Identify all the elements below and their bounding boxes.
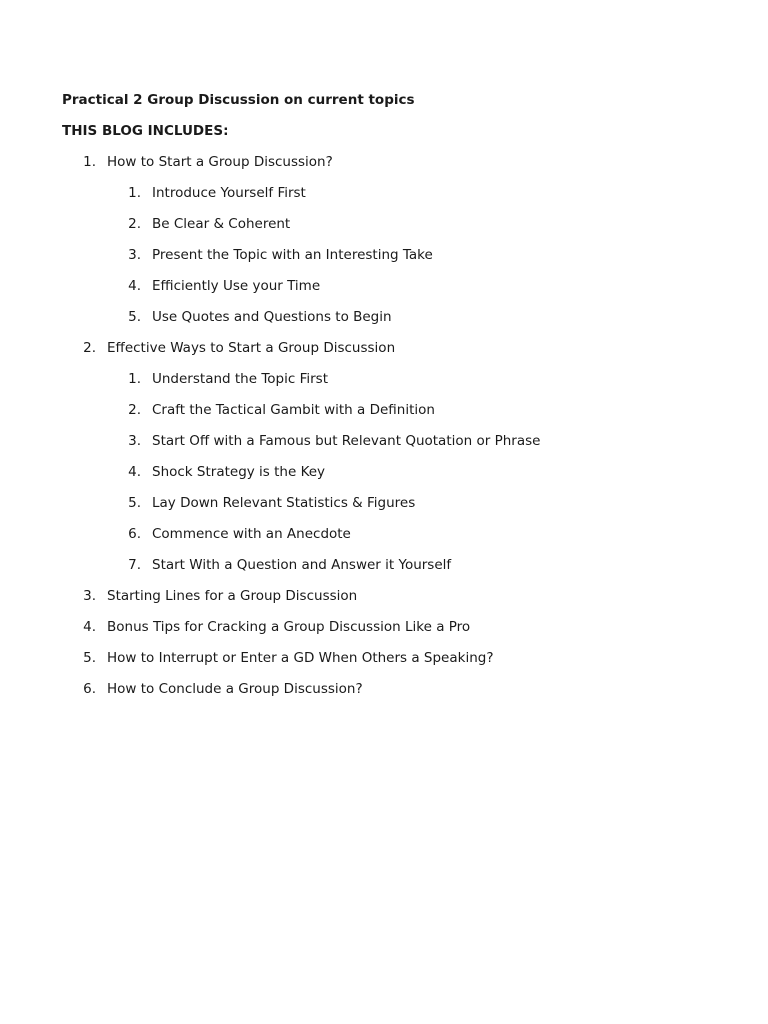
outline-subitem [0,557,768,588]
topic-outline [0,154,768,712]
outline-subitem [0,185,768,216]
section-heading: THIS BLOG INCLUDES: [62,123,229,139]
item-number: 2. [83,340,96,356]
outline-item [0,619,768,650]
item-text: Commence with an Anecdote [152,526,351,542]
outline-subitem [0,464,768,495]
item-text: Craft the Tactical Gambit with a Definition [152,402,435,418]
item-text: Effective Ways to Start a Group Discussion [107,340,396,356]
outline-subitem [0,278,768,309]
item-number: 1. [128,371,141,387]
outline-subitem [0,247,768,278]
item-number: 2. [128,402,141,418]
item-text: Present the Topic with an Interesting Take [152,247,433,263]
item-text: Introduce Yourself First [152,185,306,201]
item-text: How to Start a Group Discussion? [107,154,333,170]
item-number: 4. [83,619,96,635]
item-number: 1. [128,185,141,201]
item-text: Bonus Tips for Cracking a Group Discussion Like a Pro [107,619,471,635]
item-text: Lay Down Relevant Statistics & Figures [152,495,416,511]
item-text: Start Off with a Famous but Relevant Quotation or Phrase [152,433,541,449]
item-number: 3. [83,588,96,604]
item-number: 5. [128,495,141,511]
document-title: Practical 2 Group Discussion on current topics [62,92,415,108]
item-text: How to Interrupt or Enter a GD When Others a Speaking? [107,650,494,666]
item-text: Starting Lines for a Group Discussion [107,588,358,604]
item-text: How to Conclude a Group Discussion? [107,681,363,697]
item-number: 4. [128,278,141,294]
outline-item [0,650,768,681]
item-number: 1. [83,154,96,170]
outline-subitem [0,371,768,402]
outline-item [0,681,768,712]
outline-subitem [0,526,768,557]
item-number: 3. [128,247,141,263]
outline-item [0,340,768,371]
outline-subitem [0,402,768,433]
item-text: Efficiently Use your Time [152,278,321,294]
item-number: 5. [128,309,141,325]
item-text: Use Quotes and Questions to Begin [152,309,392,325]
outline-subitem [0,216,768,247]
item-number: 6. [83,681,96,697]
item-text: Start With a Question and Answer it Yourself [152,557,452,573]
item-number: 2. [128,216,141,232]
item-text: Understand the Topic First [152,371,328,387]
item-number: 5. [83,650,96,666]
item-number: 3. [128,433,141,449]
outline-subitem [0,433,768,464]
outline-subitem [0,495,768,526]
outline-subitem [0,309,768,340]
item-text: Shock Strategy is the Key [152,464,326,480]
item-number: 4. [128,464,141,480]
outline-item [0,588,768,619]
item-number: 6. [128,526,141,542]
outline-item [0,154,768,185]
item-text: Be Clear & Coherent [152,216,291,232]
item-number: 7. [128,557,141,573]
